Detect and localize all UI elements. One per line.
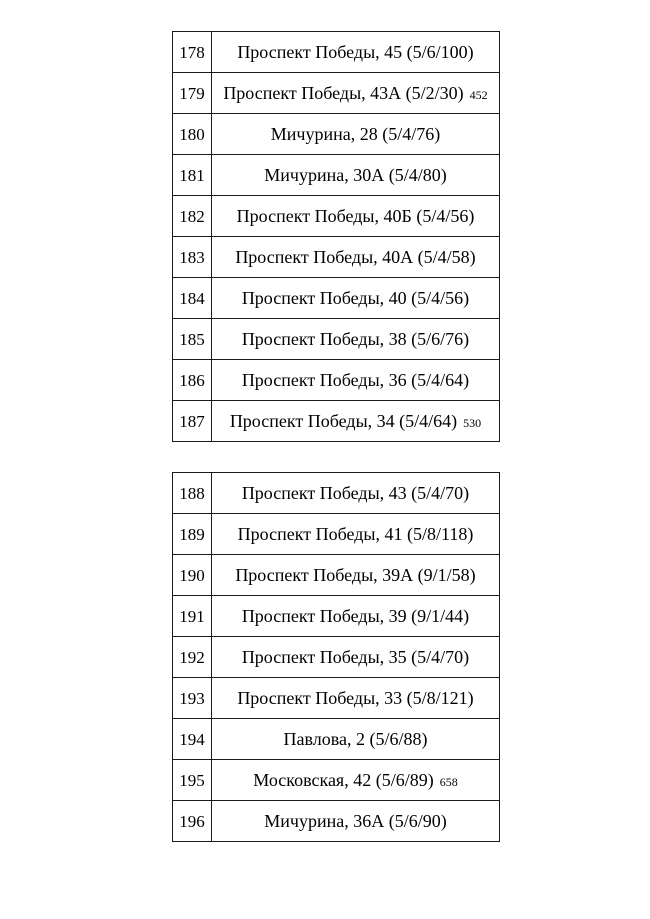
row-address-cell [212, 760, 500, 801]
table-row [173, 555, 500, 596]
row-note: 452 [469, 88, 488, 102]
row-number: 188 [179, 483, 205, 503]
row-address-cell [212, 514, 500, 555]
address-table-2 [172, 472, 500, 842]
row-address: Московская, 42 (5/6/89) [253, 770, 434, 790]
row-address: Мичурина, 30А (5/4/80) [264, 165, 447, 185]
row-address-cell [212, 637, 500, 678]
row-address-cell [212, 32, 500, 73]
row-address: Проспект Победы, 39 (9/1/44) [241, 606, 470, 626]
row-number: 180 [179, 124, 205, 144]
row-address-cell [212, 196, 500, 237]
row-number-cell [173, 801, 212, 842]
table-row [173, 360, 500, 401]
row-number-cell [173, 360, 212, 401]
table-row [173, 596, 500, 637]
table-row [173, 114, 500, 155]
row-address-cell [212, 278, 500, 319]
row-number-cell [173, 237, 212, 278]
row-number-cell [173, 596, 212, 637]
row-address-cell [212, 473, 500, 514]
row-note: 658 [439, 775, 458, 789]
row-address-cell [212, 155, 500, 196]
row-number: 196 [179, 811, 205, 831]
table-row [173, 719, 500, 760]
row-number: 190 [179, 565, 205, 585]
row-address-cell [212, 360, 500, 401]
row-number: 187 [179, 411, 205, 431]
row-address-cell [212, 801, 500, 842]
row-address-cell [212, 319, 500, 360]
row-number: 186 [179, 370, 205, 390]
row-number: 179 [179, 83, 205, 103]
table-row [173, 514, 500, 555]
row-address: Проспект Победы, 40А (5/4/58) [235, 247, 476, 267]
row-number-cell [173, 278, 212, 319]
row-number-cell [173, 196, 212, 237]
row-number-cell [173, 73, 212, 114]
row-address: Проспект Победы, 33 (5/8/121) [237, 688, 474, 708]
table-row [173, 32, 500, 73]
row-address: Мичурина, 36А (5/6/90) [264, 811, 447, 831]
row-address: Проспект Победы, 35 (5/4/70) [241, 647, 470, 667]
row-address-cell [212, 114, 500, 155]
row-number-cell [173, 473, 212, 514]
row-number: 181 [179, 165, 205, 185]
row-number: 178 [179, 42, 205, 62]
row-number: 182 [179, 206, 205, 226]
row-number-cell [173, 155, 212, 196]
table-row [173, 401, 500, 442]
row-number: 191 [179, 606, 205, 626]
row-address: Проспект Победы, 38 (5/6/76) [241, 329, 470, 349]
row-address: Павлова, 2 (5/6/88) [283, 729, 428, 749]
row-address: Проспект Победы, 39А (9/1/58) [235, 565, 476, 585]
row-address: Проспект Победы, 45 (5/6/100) [237, 42, 474, 62]
row-address: Проспект Победы, 40Б (5/4/56) [236, 206, 475, 226]
address-table-1 [172, 31, 500, 442]
row-address-cell [212, 237, 500, 278]
row-number-cell [173, 114, 212, 155]
row-address-cell [212, 719, 500, 760]
row-address-cell [212, 401, 500, 442]
row-address-cell [212, 555, 500, 596]
row-number-cell [173, 678, 212, 719]
row-number-cell [173, 637, 212, 678]
row-number: 183 [179, 247, 205, 267]
table-row [173, 278, 500, 319]
row-number: 189 [179, 524, 205, 544]
row-address-cell [212, 596, 500, 637]
row-number: 192 [179, 647, 205, 667]
row-address: Проспект Победы, 40 (5/4/56) [241, 288, 470, 308]
row-number-cell [173, 32, 212, 73]
table-row [173, 760, 500, 801]
table-row [173, 155, 500, 196]
table-row [173, 237, 500, 278]
address-table-1-body [173, 32, 500, 442]
row-note: 530 [463, 416, 482, 430]
row-number-cell [173, 555, 212, 596]
row-address: Проспект Победы, 34 (5/4/64) [229, 411, 458, 431]
table-row [173, 473, 500, 514]
row-address: Проспект Победы, 43А (5/2/30) [223, 83, 464, 103]
row-number: 184 [179, 288, 205, 308]
table-row [173, 637, 500, 678]
table-row [173, 73, 500, 114]
table-row [173, 196, 500, 237]
row-address: Проспект Победы, 36 (5/4/64) [241, 370, 470, 390]
row-number: 185 [179, 329, 205, 349]
address-table-2-body [173, 473, 500, 842]
table-row [173, 801, 500, 842]
table-row [173, 678, 500, 719]
row-number-cell [173, 719, 212, 760]
row-number: 193 [179, 688, 205, 708]
row-number-cell [173, 514, 212, 555]
row-address-cell [212, 678, 500, 719]
row-number-cell [173, 760, 212, 801]
row-address: Мичурина, 28 (5/4/76) [270, 124, 441, 144]
row-address-cell [212, 73, 500, 114]
row-number: 194 [179, 729, 205, 749]
row-address: Проспект Победы, 43 (5/4/70) [241, 483, 470, 503]
row-number-cell [173, 401, 212, 442]
row-address: Проспект Победы, 41 (5/8/118) [237, 524, 474, 544]
table-row [173, 319, 500, 360]
row-number-cell [173, 319, 212, 360]
row-number: 195 [179, 770, 205, 790]
